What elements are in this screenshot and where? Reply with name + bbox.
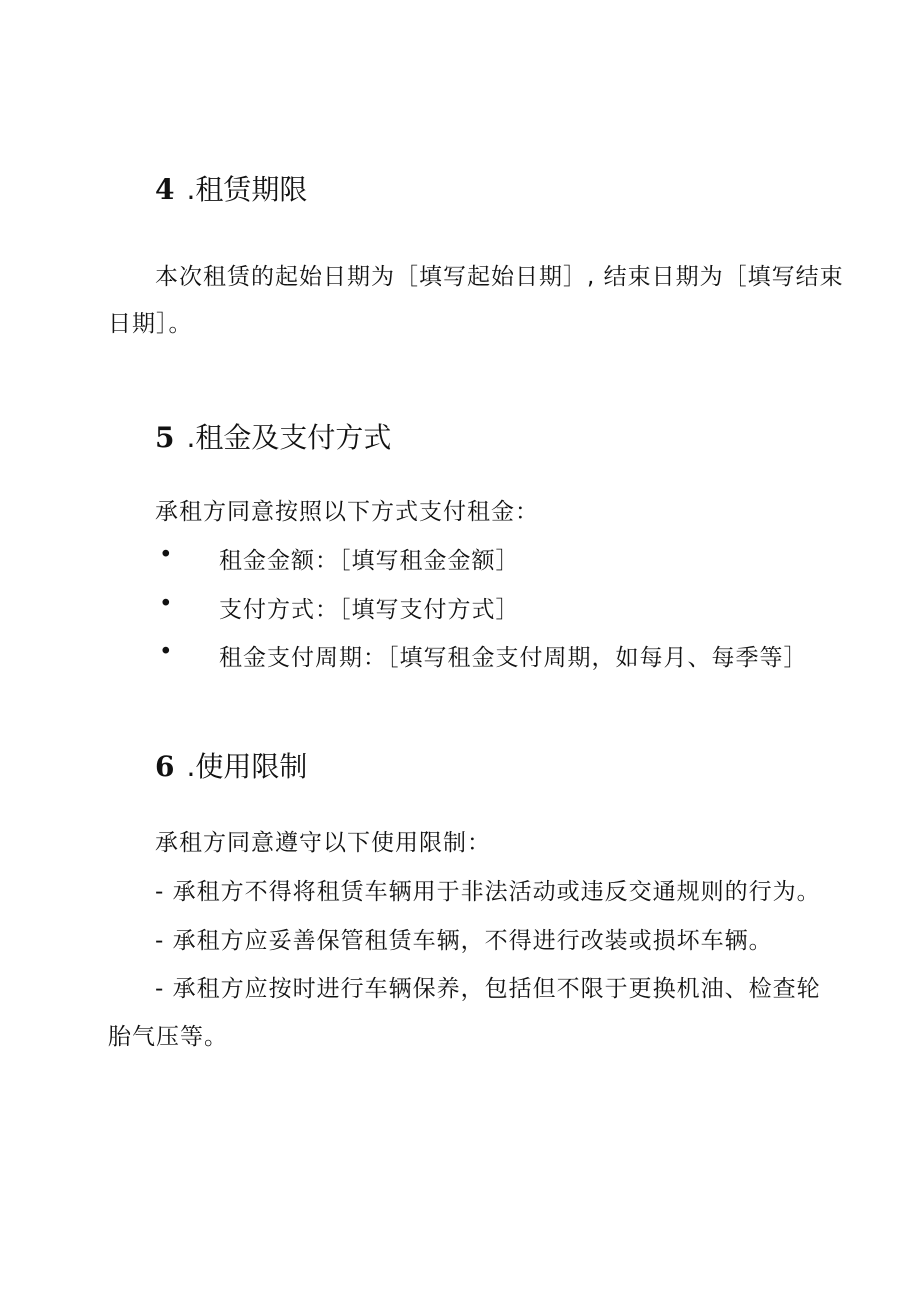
list-item-text: 租金支付周期：［填写租金支付周期，如每月、每季等］ <box>219 645 808 671</box>
section-6-line-4: 胎气压等。 <box>108 1024 228 1050</box>
section-4-paragraph-line-2: 日期］。 <box>108 311 193 337</box>
section-5-heading <box>155 416 391 456</box>
section-5-number: 5 <box>155 421 175 454</box>
section-5-title: .租金及支付方式 <box>186 421 392 454</box>
section-6-intro: 承租方同意遵守以下使用限制： <box>155 830 491 856</box>
section-6-number: 6 <box>155 750 175 783</box>
list-item-text: 支付方式：［填写支付方式］ <box>219 597 520 623</box>
bullet-icon: • <box>159 542 174 568</box>
section-4-number: 4 <box>155 173 175 206</box>
bullet-icon: • <box>159 591 174 617</box>
section-6-line-2: - 承租方应妥善保管租赁车辆，不得进行改装或损坏车辆。 <box>155 928 773 954</box>
section-4-paragraph-line-1: 本次租赁的起始日期为［填写起始日期］, 结束日期为［填写结束 <box>155 264 844 290</box>
section-4-title: .租赁期限 <box>186 173 308 206</box>
bullet-icon: • <box>159 639 174 665</box>
section-5-intro: 承租方同意按照以下方式支付租金： <box>155 499 539 525</box>
section-4-heading <box>155 168 307 208</box>
section-6-title: .使用限制 <box>186 750 308 783</box>
section-6-line-1: - 承租方不得将租赁车辆用于非法活动或违反交通规则的行为。 <box>155 879 821 905</box>
section-6-heading <box>155 745 307 785</box>
list-item-text: 租金金额：［填写租金金额］ <box>219 548 520 574</box>
section-6-line-3: - 承租方应按时进行车辆保养，包括但不限于更换机油、检查轮 <box>155 976 821 1002</box>
